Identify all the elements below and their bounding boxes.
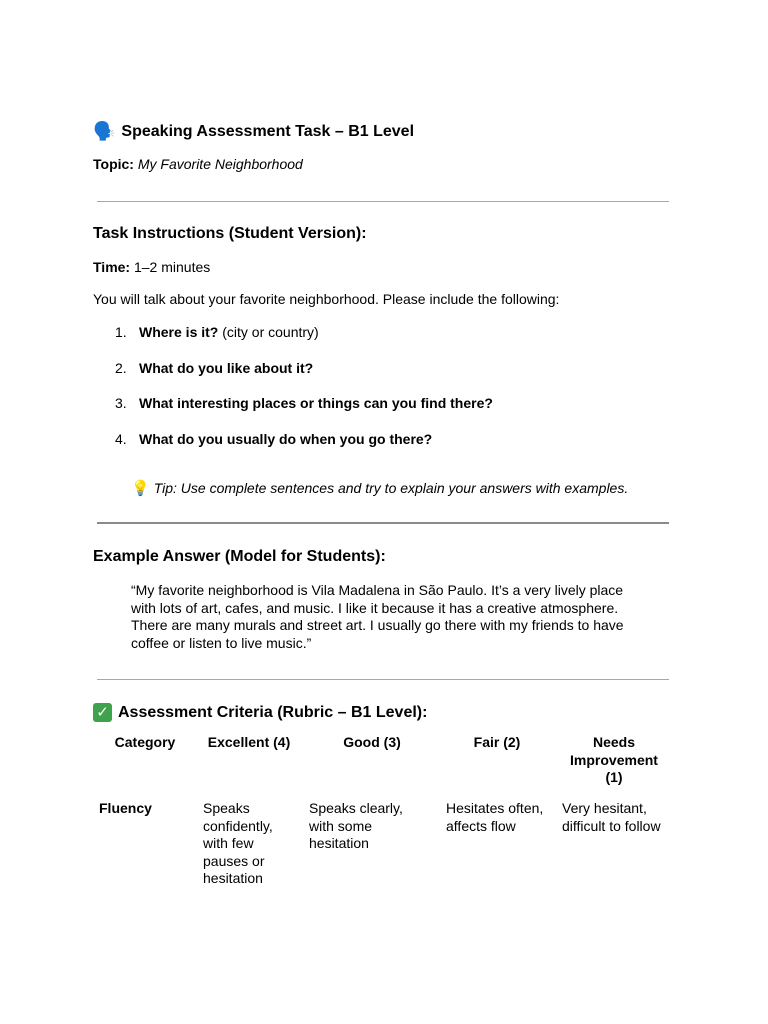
topic-line [93,156,303,172]
column-header: Good (3) [343,734,401,750]
list-item-bold: What do you like about it? [139,359,314,376]
list-number: 4. [115,430,127,447]
list-item [93,395,653,431]
divider [97,201,669,202]
time-value: 1–2 minutes [133,259,211,275]
tip-note [131,479,628,497]
column-header: Needs Improvement (1) [570,734,658,786]
column-header: Fair (2) [473,734,521,750]
table-cell: Very hesitant, difficult to follow [562,800,661,834]
instructions-heading: Task Instructions (Student Version): [93,225,367,242]
list-number: 1. [115,324,127,340]
topic-label: Topic: [93,156,134,172]
divider [97,522,669,524]
rubric-heading [93,703,427,722]
table-cell: Hesitates often, affects flow [446,800,544,834]
instructions-intro: You will talk about your favorite neighborhood. Please include the following: [93,291,560,307]
check-mark-icon: ✓ [93,703,112,722]
rubric-heading-text: Assessment Criteria (Rubric – B1 Level): [118,703,428,721]
example-answer: “My favorite neighborhood is Vila Madalena in São Paulo. It’s a very lively place with lots of art, cafes, and music. I like it because it has a creative atmosphere. There are many murals and street art. I usually go there with my friends to have coffee or listen to live music.” [131,582,624,651]
list-number: 2. [115,359,127,376]
list-item [93,431,653,467]
tip-text: Tip: Use complete sentences and try to explain your answers with examples. [153,480,629,496]
divider [97,679,669,680]
time-line [93,259,210,275]
task-list [93,324,653,466]
lightbulb-icon: 💡 [131,480,150,497]
column-header: Excellent (4) [207,734,291,750]
time-label: Time: [93,259,131,275]
table-cell: Speaks confidently, with few pauses or hesitation [203,800,273,887]
list-item [93,324,653,360]
list-number: 3. [115,395,127,411]
example-heading: Example Answer (Model for Students): [93,548,386,565]
list-item-bold: What interesting places or things can you find there? [139,395,493,411]
list-item-bold: What do you usually do when you go there? [139,430,433,447]
table-cell: Speaks clearly, with some hesitation [309,800,403,852]
topic-value: My Favorite Neighborhood [137,156,303,172]
list-item-bold: Where is it? [139,324,219,340]
table-row-category: Fluency [99,800,152,816]
column-header: Category [114,734,176,750]
page-title-text: Speaking Assessment Task – B1 Level [121,122,415,140]
speaking-head-icon: 🗣️ [93,121,116,141]
list-item-rest: (city or country) [218,324,319,340]
page-title [93,121,414,142]
list-item [93,360,653,396]
